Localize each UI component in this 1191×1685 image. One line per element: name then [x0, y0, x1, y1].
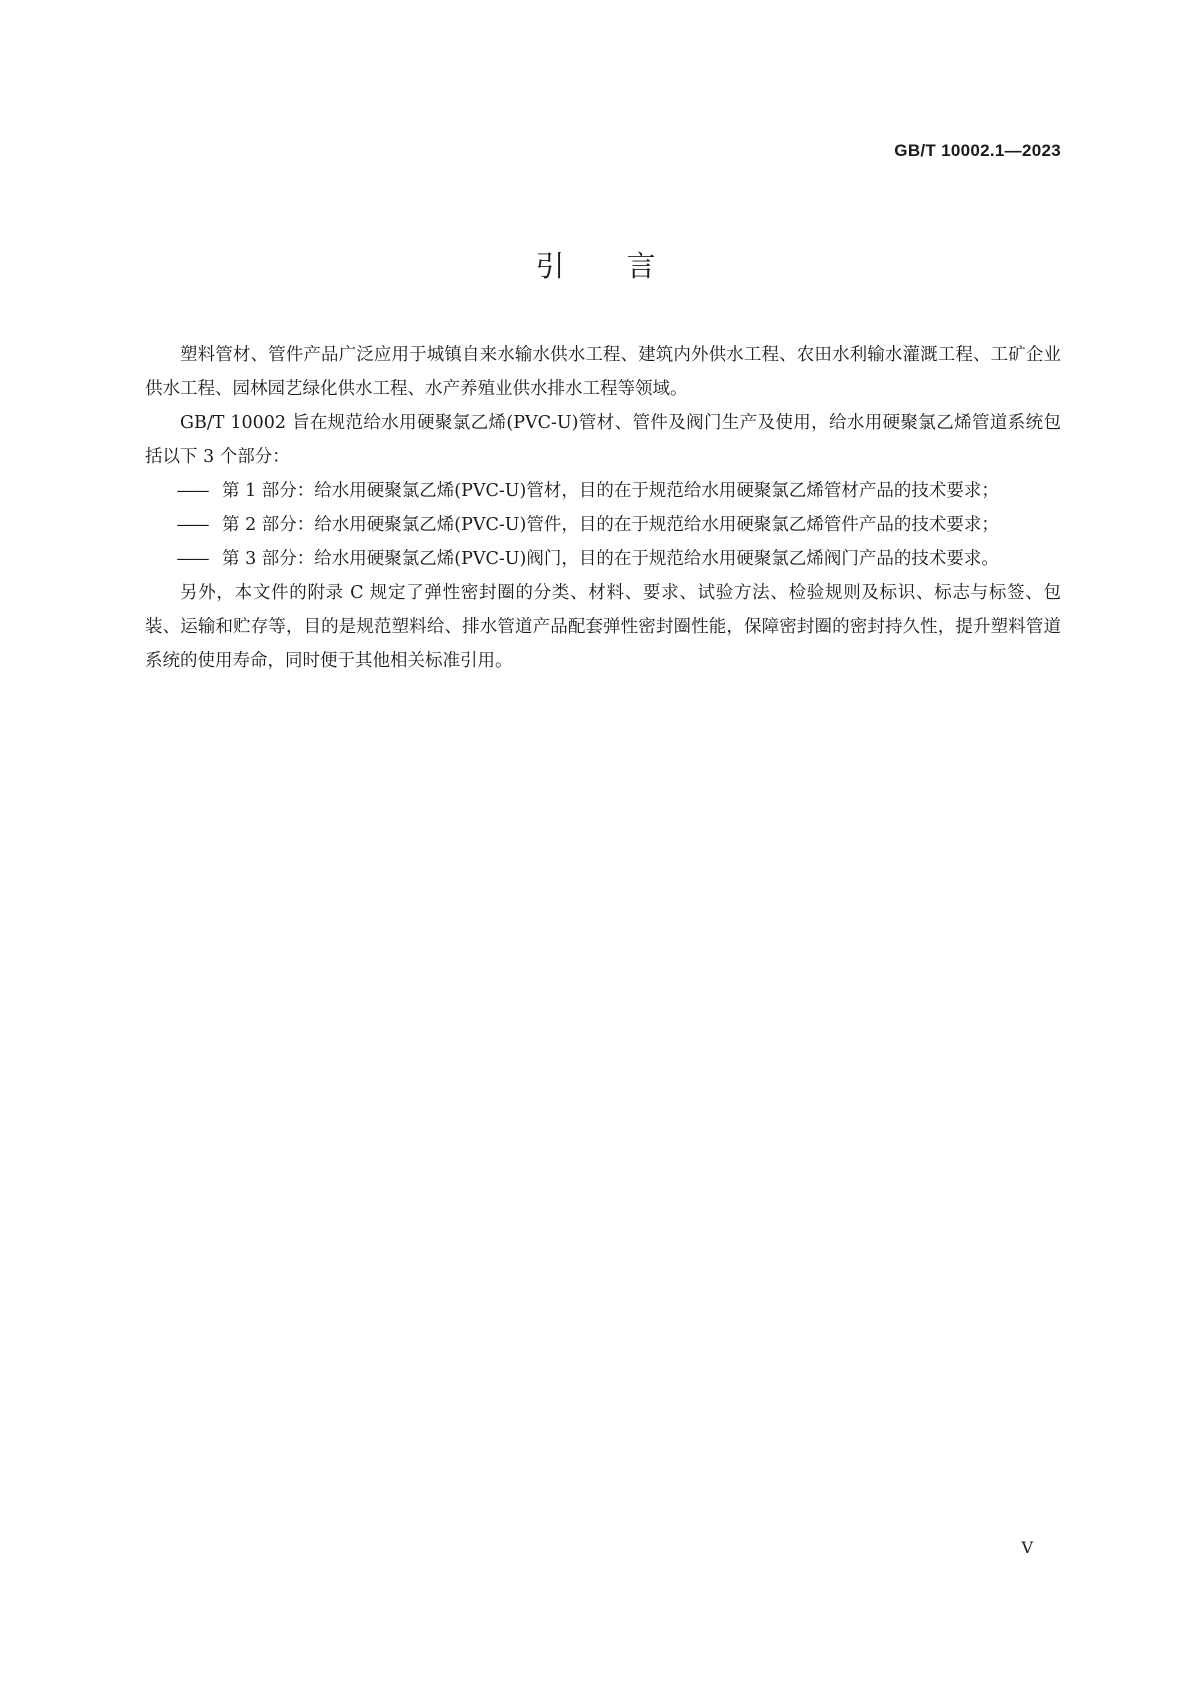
- list-item: [145, 508, 1061, 542]
- standard-number: GB/T 10002.1—2023: [894, 141, 1061, 160]
- list-item-text: 第 1 部分：给水用硬聚氯乙烯(PVC-U)管材，目的在于规范给水用硬聚氯乙烯管材产品的技术要求；: [222, 481, 999, 501]
- list-item: [145, 542, 1061, 576]
- list-dash: ——: [176, 549, 208, 569]
- document-body: [145, 338, 1061, 678]
- list-item-text: 第 2 部分：给水用硬聚氯乙烯(PVC-U)管件，目的在于规范给水用硬聚氯乙烯管件产品的技术要求；: [222, 515, 999, 535]
- closing-paragraph: 另外，本文件的附录 C 规定了弹性密封圈的分类、材料、要求、试验方法、检验规则及标识、标志与标签、包装、运输和贮存等，目的是规范塑料给、排水管道产品配套弹性密封圈性能，保障密封圈的密封持久性，提升塑料管道系统的使用寿命，同时便于其他相关标准引用。: [145, 583, 1061, 671]
- list-item-text: 第 3 部分：给水用硬聚氯乙烯(PVC-U)阀门，目的在于规范给水用硬聚氯乙烯阀门产品的技术要求。: [222, 549, 999, 569]
- list-dash: ——: [176, 515, 208, 535]
- list-dash: ——: [176, 481, 208, 501]
- intro-paragraph-2: GB/T 10002 旨在规范给水用硬聚氯乙烯(PVC-U)管材、管件及阀门生产及使用，给水用硬聚氯乙烯管道系统包括以下 3 个部分：: [145, 413, 1061, 467]
- page-title: 引言: [535, 249, 718, 283]
- page-number: V: [1021, 1538, 1033, 1557]
- intro-paragraph-1: 塑料管材、管件产品广泛应用于城镇自来水输水供水工程、建筑内外供水工程、农田水利输水灌溉工程、工矿企业供水工程、园林园艺绿化供水工程、水产养殖业供水排水工程等领域。: [145, 345, 1061, 399]
- list-item: [145, 474, 1061, 508]
